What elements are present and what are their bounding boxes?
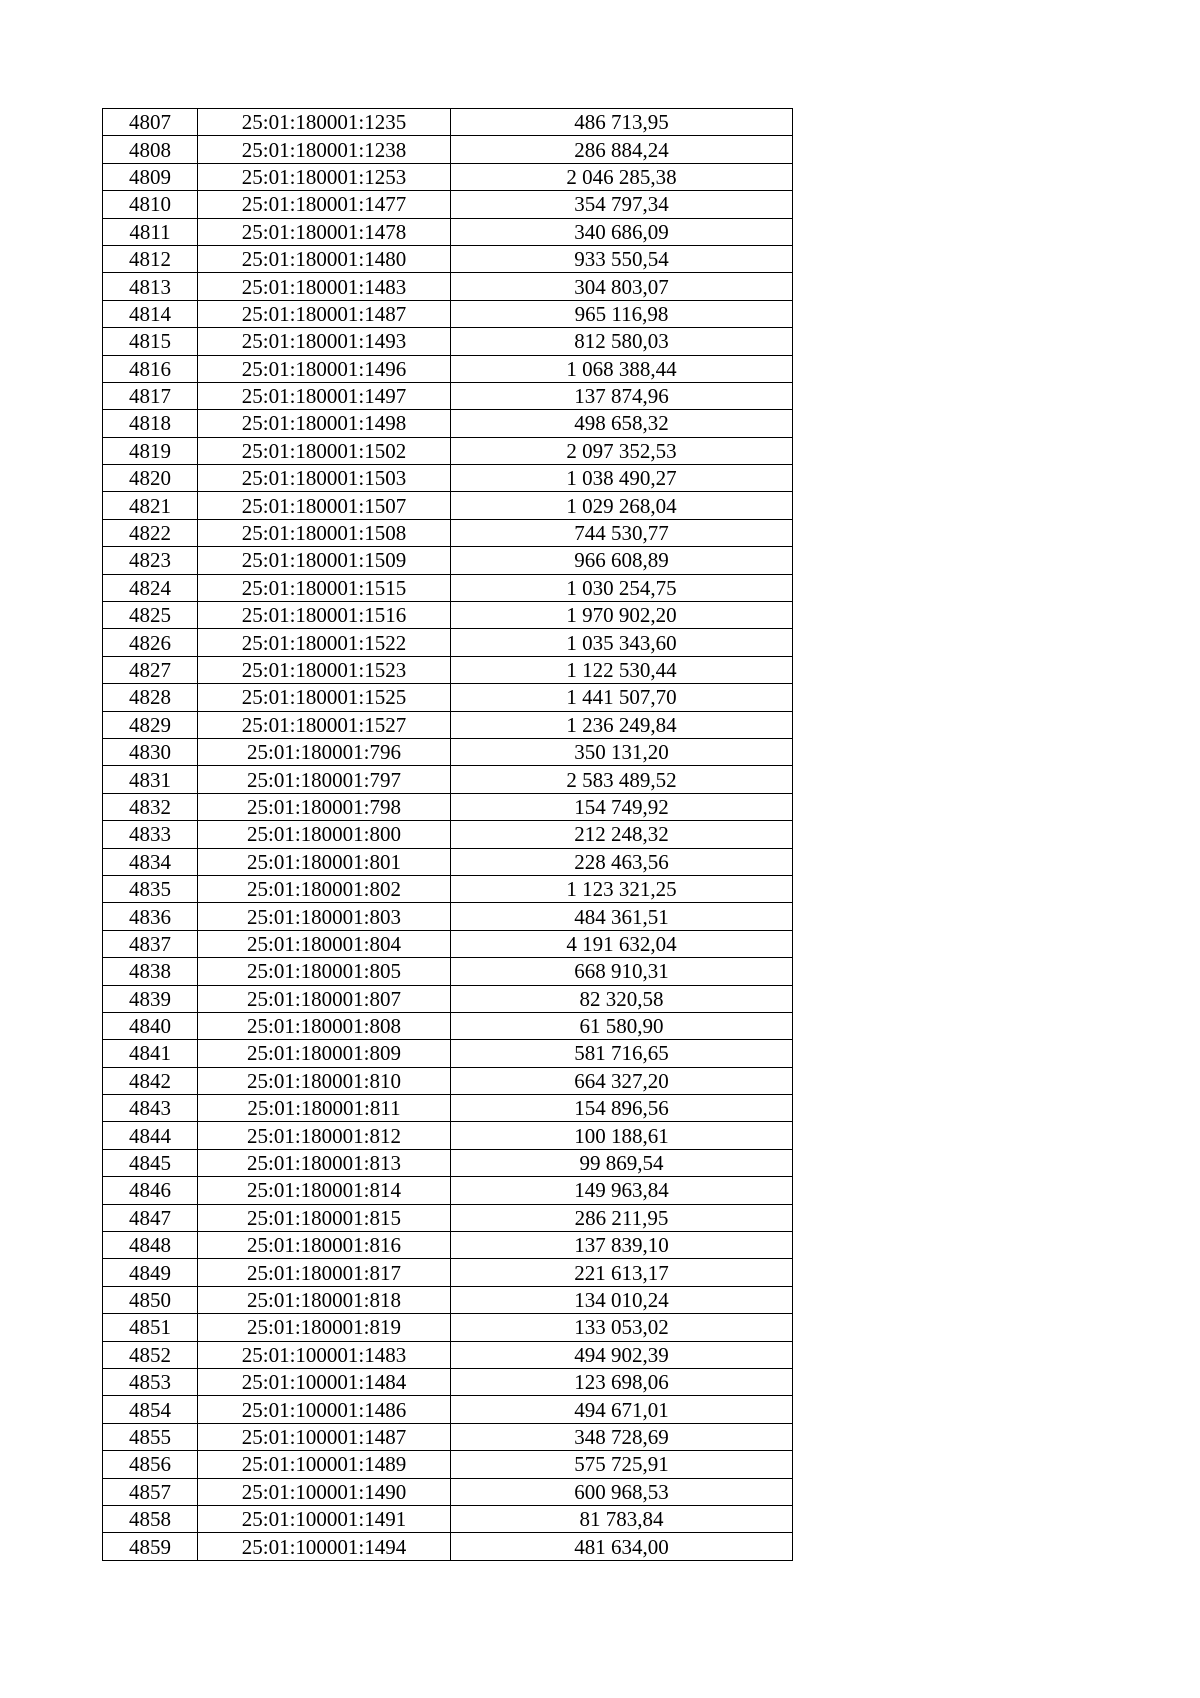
cadastral-value-cell: 664 327,20 bbox=[451, 1067, 793, 1094]
cadastral-number-cell: 25:01:180001:805 bbox=[198, 958, 451, 985]
table-row bbox=[103, 711, 793, 738]
row-number-cell: 4838 bbox=[103, 958, 198, 985]
table-row bbox=[103, 574, 793, 601]
row-number-cell: 4834 bbox=[103, 848, 198, 875]
table-row bbox=[103, 738, 793, 765]
cadastral-number-cell: 25:01:100001:1489 bbox=[198, 1451, 451, 1478]
cadastral-value-cell: 149 963,84 bbox=[451, 1177, 793, 1204]
cadastral-number-cell: 25:01:100001:1491 bbox=[198, 1505, 451, 1532]
cadastral-value-cell: 1 441 507,70 bbox=[451, 684, 793, 711]
table-row bbox=[103, 465, 793, 492]
cadastral-value-cell: 1 122 530,44 bbox=[451, 656, 793, 683]
row-number-cell: 4836 bbox=[103, 903, 198, 930]
cadastral-value-cell: 100 188,61 bbox=[451, 1122, 793, 1149]
row-number-cell: 4827 bbox=[103, 656, 198, 683]
table-row bbox=[103, 875, 793, 902]
table-row bbox=[103, 245, 793, 272]
cadastral-value-cell: 134 010,24 bbox=[451, 1286, 793, 1313]
cadastral-number-cell: 25:01:180001:814 bbox=[198, 1177, 451, 1204]
cadastral-value-cell: 812 580,03 bbox=[451, 328, 793, 355]
row-number-cell: 4857 bbox=[103, 1478, 198, 1505]
row-number-cell: 4831 bbox=[103, 766, 198, 793]
row-number-cell: 4844 bbox=[103, 1122, 198, 1149]
cadastral-number-cell: 25:01:180001:798 bbox=[198, 793, 451, 820]
cadastral-number-cell: 25:01:180001:803 bbox=[198, 903, 451, 930]
cadastral-number-cell: 25:01:180001:804 bbox=[198, 930, 451, 957]
cadastral-value-cell: 212 248,32 bbox=[451, 821, 793, 848]
row-number-cell: 4822 bbox=[103, 519, 198, 546]
row-number-cell: 4846 bbox=[103, 1177, 198, 1204]
cadastral-value-cell: 137 839,10 bbox=[451, 1232, 793, 1259]
cadastral-value-cell: 744 530,77 bbox=[451, 519, 793, 546]
cadastral-number-cell: 25:01:180001:1527 bbox=[198, 711, 451, 738]
table-body bbox=[103, 109, 793, 1561]
table-row bbox=[103, 848, 793, 875]
cadastral-number-cell: 25:01:180001:815 bbox=[198, 1204, 451, 1231]
row-number-cell: 4811 bbox=[103, 218, 198, 245]
table-row bbox=[103, 1478, 793, 1505]
cadastral-number-cell: 25:01:180001:1478 bbox=[198, 218, 451, 245]
cadastral-number-cell: 25:01:180001:809 bbox=[198, 1040, 451, 1067]
cadastral-number-cell: 25:01:180001:808 bbox=[198, 1012, 451, 1039]
cadastral-number-cell: 25:01:180001:1483 bbox=[198, 273, 451, 300]
table-row bbox=[103, 273, 793, 300]
cadastral-number-cell: 25:01:180001:1508 bbox=[198, 519, 451, 546]
table-row bbox=[103, 1067, 793, 1094]
cadastral-value-cell: 2 097 352,53 bbox=[451, 437, 793, 464]
cadastral-number-cell: 25:01:180001:807 bbox=[198, 985, 451, 1012]
cadastral-value-cell: 1 068 388,44 bbox=[451, 355, 793, 382]
row-number-cell: 4832 bbox=[103, 793, 198, 820]
cadastral-value-cell: 354 797,34 bbox=[451, 191, 793, 218]
cadastral-value-cell: 575 725,91 bbox=[451, 1451, 793, 1478]
row-number-cell: 4819 bbox=[103, 437, 198, 464]
cadastral-number-cell: 25:01:100001:1484 bbox=[198, 1368, 451, 1395]
cadastral-value-cell: 228 463,56 bbox=[451, 848, 793, 875]
row-number-cell: 4843 bbox=[103, 1095, 198, 1122]
row-number-cell: 4851 bbox=[103, 1314, 198, 1341]
table-row bbox=[103, 410, 793, 437]
cadastral-number-cell: 25:01:180001:802 bbox=[198, 875, 451, 902]
document-page bbox=[102, 108, 793, 1561]
cadastral-value-cell: 81 783,84 bbox=[451, 1505, 793, 1532]
cadastral-value-cell: 304 803,07 bbox=[451, 273, 793, 300]
cadastral-number-cell: 25:01:180001:1253 bbox=[198, 163, 451, 190]
table-row bbox=[103, 1149, 793, 1176]
cadastral-number-cell: 25:01:180001:801 bbox=[198, 848, 451, 875]
cadastral-value-cell: 933 550,54 bbox=[451, 245, 793, 272]
table-row bbox=[103, 382, 793, 409]
table-row bbox=[103, 1341, 793, 1368]
cadastral-value-cell: 965 116,98 bbox=[451, 300, 793, 327]
cadastral-value-cell: 221 613,17 bbox=[451, 1259, 793, 1286]
table-row bbox=[103, 109, 793, 136]
row-number-cell: 4826 bbox=[103, 629, 198, 656]
cadastral-number-cell: 25:01:100001:1483 bbox=[198, 1341, 451, 1368]
table-row bbox=[103, 1396, 793, 1423]
row-number-cell: 4820 bbox=[103, 465, 198, 492]
row-number-cell: 4840 bbox=[103, 1012, 198, 1039]
cadastral-value-cell: 350 131,20 bbox=[451, 738, 793, 765]
row-number-cell: 4808 bbox=[103, 136, 198, 163]
cadastral-number-cell: 25:01:180001:1493 bbox=[198, 328, 451, 355]
table-row bbox=[103, 1423, 793, 1450]
row-number-cell: 4839 bbox=[103, 985, 198, 1012]
row-number-cell: 4858 bbox=[103, 1505, 198, 1532]
cadastral-value-cell: 1 236 249,84 bbox=[451, 711, 793, 738]
row-number-cell: 4817 bbox=[103, 382, 198, 409]
cadastral-value-cell: 154 896,56 bbox=[451, 1095, 793, 1122]
cadastral-number-cell: 25:01:180001:1496 bbox=[198, 355, 451, 382]
cadastral-value-cell: 481 634,00 bbox=[451, 1533, 793, 1560]
table-row bbox=[103, 355, 793, 382]
row-number-cell: 4845 bbox=[103, 1149, 198, 1176]
table-row bbox=[103, 1368, 793, 1395]
cadastral-value-cell: 494 671,01 bbox=[451, 1396, 793, 1423]
cadastral-number-cell: 25:01:180001:1497 bbox=[198, 382, 451, 409]
table-row bbox=[103, 492, 793, 519]
table-row bbox=[103, 930, 793, 957]
cadastral-number-cell: 25:01:180001:812 bbox=[198, 1122, 451, 1149]
table-row bbox=[103, 328, 793, 355]
cadastral-number-cell: 25:01:100001:1487 bbox=[198, 1423, 451, 1450]
cadastral-value-cell: 4 191 632,04 bbox=[451, 930, 793, 957]
row-number-cell: 4810 bbox=[103, 191, 198, 218]
cadastral-number-cell: 25:01:180001:819 bbox=[198, 1314, 451, 1341]
cadastral-value-cell: 600 968,53 bbox=[451, 1478, 793, 1505]
table-row bbox=[103, 300, 793, 327]
row-number-cell: 4829 bbox=[103, 711, 198, 738]
row-number-cell: 4816 bbox=[103, 355, 198, 382]
row-number-cell: 4842 bbox=[103, 1067, 198, 1094]
table-row bbox=[103, 1040, 793, 1067]
cadastral-number-cell: 25:01:180001:813 bbox=[198, 1149, 451, 1176]
cadastral-number-cell: 25:01:180001:1235 bbox=[198, 109, 451, 136]
cadastral-number-cell: 25:01:180001:818 bbox=[198, 1286, 451, 1313]
row-number-cell: 4849 bbox=[103, 1259, 198, 1286]
cadastral-number-cell: 25:01:180001:1503 bbox=[198, 465, 451, 492]
row-number-cell: 4821 bbox=[103, 492, 198, 519]
cadastral-value-cell: 99 869,54 bbox=[451, 1149, 793, 1176]
table-row bbox=[103, 547, 793, 574]
table-row bbox=[103, 684, 793, 711]
table-row bbox=[103, 629, 793, 656]
table-row bbox=[103, 1122, 793, 1149]
table-row bbox=[103, 163, 793, 190]
row-number-cell: 4825 bbox=[103, 602, 198, 629]
row-number-cell: 4835 bbox=[103, 875, 198, 902]
cadastral-value-cell: 2 583 489,52 bbox=[451, 766, 793, 793]
row-number-cell: 4828 bbox=[103, 684, 198, 711]
table-row bbox=[103, 656, 793, 683]
cadastral-number-cell: 25:01:180001:797 bbox=[198, 766, 451, 793]
cadastral-value-cell: 137 874,96 bbox=[451, 382, 793, 409]
row-number-cell: 4848 bbox=[103, 1232, 198, 1259]
cadastral-number-cell: 25:01:180001:1515 bbox=[198, 574, 451, 601]
cadastral-number-cell: 25:01:180001:1509 bbox=[198, 547, 451, 574]
cadastral-value-cell: 1 035 343,60 bbox=[451, 629, 793, 656]
row-number-cell: 4856 bbox=[103, 1451, 198, 1478]
cadastral-value-cell: 484 361,51 bbox=[451, 903, 793, 930]
table-row bbox=[103, 1533, 793, 1560]
row-number-cell: 4814 bbox=[103, 300, 198, 327]
row-number-cell: 4850 bbox=[103, 1286, 198, 1313]
table-row bbox=[103, 437, 793, 464]
table-row bbox=[103, 602, 793, 629]
row-number-cell: 4813 bbox=[103, 273, 198, 300]
cadastral-value-cell: 1 030 254,75 bbox=[451, 574, 793, 601]
cadastral-value-cell: 581 716,65 bbox=[451, 1040, 793, 1067]
cadastral-value-cell: 2 046 285,38 bbox=[451, 163, 793, 190]
cadastral-number-cell: 25:01:180001:811 bbox=[198, 1095, 451, 1122]
row-number-cell: 4818 bbox=[103, 410, 198, 437]
cadastral-value-cell: 154 749,92 bbox=[451, 793, 793, 820]
cadastral-number-cell: 25:01:180001:817 bbox=[198, 1259, 451, 1286]
cadastral-number-cell: 25:01:180001:1525 bbox=[198, 684, 451, 711]
row-number-cell: 4855 bbox=[103, 1423, 198, 1450]
row-number-cell: 4852 bbox=[103, 1341, 198, 1368]
cadastral-value-cell: 286 211,95 bbox=[451, 1204, 793, 1231]
cadastral-value-cell: 82 320,58 bbox=[451, 985, 793, 1012]
cadastral-value-cell: 1 038 490,27 bbox=[451, 465, 793, 492]
cadastral-value-cell: 286 884,24 bbox=[451, 136, 793, 163]
cadastral-number-cell: 25:01:180001:1523 bbox=[198, 656, 451, 683]
cadastral-number-cell: 25:01:180001:1498 bbox=[198, 410, 451, 437]
table-row bbox=[103, 1314, 793, 1341]
row-number-cell: 4853 bbox=[103, 1368, 198, 1395]
row-number-cell: 4837 bbox=[103, 930, 198, 957]
row-number-cell: 4854 bbox=[103, 1396, 198, 1423]
table-row bbox=[103, 136, 793, 163]
table-row bbox=[103, 1232, 793, 1259]
row-number-cell: 4812 bbox=[103, 245, 198, 272]
cadastral-number-cell: 25:01:180001:796 bbox=[198, 738, 451, 765]
cadastral-value-table bbox=[102, 108, 793, 1561]
cadastral-number-cell: 25:01:180001:816 bbox=[198, 1232, 451, 1259]
table-row bbox=[103, 1286, 793, 1313]
cadastral-value-cell: 668 910,31 bbox=[451, 958, 793, 985]
cadastral-number-cell: 25:01:180001:1480 bbox=[198, 245, 451, 272]
cadastral-value-cell: 61 580,90 bbox=[451, 1012, 793, 1039]
row-number-cell: 4824 bbox=[103, 574, 198, 601]
cadastral-number-cell: 25:01:180001:1516 bbox=[198, 602, 451, 629]
table-row bbox=[103, 793, 793, 820]
table-row bbox=[103, 821, 793, 848]
cadastral-value-cell: 348 728,69 bbox=[451, 1423, 793, 1450]
table-row bbox=[103, 903, 793, 930]
cadastral-value-cell: 123 698,06 bbox=[451, 1368, 793, 1395]
cadastral-value-cell: 340 686,09 bbox=[451, 218, 793, 245]
row-number-cell: 4841 bbox=[103, 1040, 198, 1067]
cadastral-value-cell: 494 902,39 bbox=[451, 1341, 793, 1368]
cadastral-number-cell: 25:01:100001:1486 bbox=[198, 1396, 451, 1423]
cadastral-value-cell: 498 658,32 bbox=[451, 410, 793, 437]
cadastral-number-cell: 25:01:180001:1502 bbox=[198, 437, 451, 464]
row-number-cell: 4815 bbox=[103, 328, 198, 355]
table-row bbox=[103, 1505, 793, 1532]
row-number-cell: 4847 bbox=[103, 1204, 198, 1231]
row-number-cell: 4807 bbox=[103, 109, 198, 136]
cadastral-value-cell: 1 970 902,20 bbox=[451, 602, 793, 629]
cadastral-value-cell: 1 123 321,25 bbox=[451, 875, 793, 902]
cadastral-number-cell: 25:01:100001:1490 bbox=[198, 1478, 451, 1505]
row-number-cell: 4859 bbox=[103, 1533, 198, 1560]
table-row bbox=[103, 1012, 793, 1039]
cadastral-number-cell: 25:01:180001:1507 bbox=[198, 492, 451, 519]
cadastral-value-cell: 133 053,02 bbox=[451, 1314, 793, 1341]
cadastral-number-cell: 25:01:180001:1522 bbox=[198, 629, 451, 656]
cadastral-number-cell: 25:01:180001:800 bbox=[198, 821, 451, 848]
cadastral-number-cell: 25:01:100001:1494 bbox=[198, 1533, 451, 1560]
table-row bbox=[103, 766, 793, 793]
cadastral-number-cell: 25:01:180001:1477 bbox=[198, 191, 451, 218]
row-number-cell: 4830 bbox=[103, 738, 198, 765]
table-row bbox=[103, 218, 793, 245]
table-row bbox=[103, 191, 793, 218]
cadastral-number-cell: 25:01:180001:1238 bbox=[198, 136, 451, 163]
table-row bbox=[103, 958, 793, 985]
table-row bbox=[103, 519, 793, 546]
cadastral-value-cell: 966 608,89 bbox=[451, 547, 793, 574]
table-row bbox=[103, 1451, 793, 1478]
row-number-cell: 4833 bbox=[103, 821, 198, 848]
cadastral-value-cell: 486 713,95 bbox=[451, 109, 793, 136]
row-number-cell: 4809 bbox=[103, 163, 198, 190]
cadastral-number-cell: 25:01:180001:810 bbox=[198, 1067, 451, 1094]
cadastral-value-cell: 1 029 268,04 bbox=[451, 492, 793, 519]
row-number-cell: 4823 bbox=[103, 547, 198, 574]
table-row bbox=[103, 1095, 793, 1122]
table-row bbox=[103, 1204, 793, 1231]
table-row bbox=[103, 1177, 793, 1204]
table-row bbox=[103, 1259, 793, 1286]
table-row bbox=[103, 985, 793, 1012]
cadastral-number-cell: 25:01:180001:1487 bbox=[198, 300, 451, 327]
